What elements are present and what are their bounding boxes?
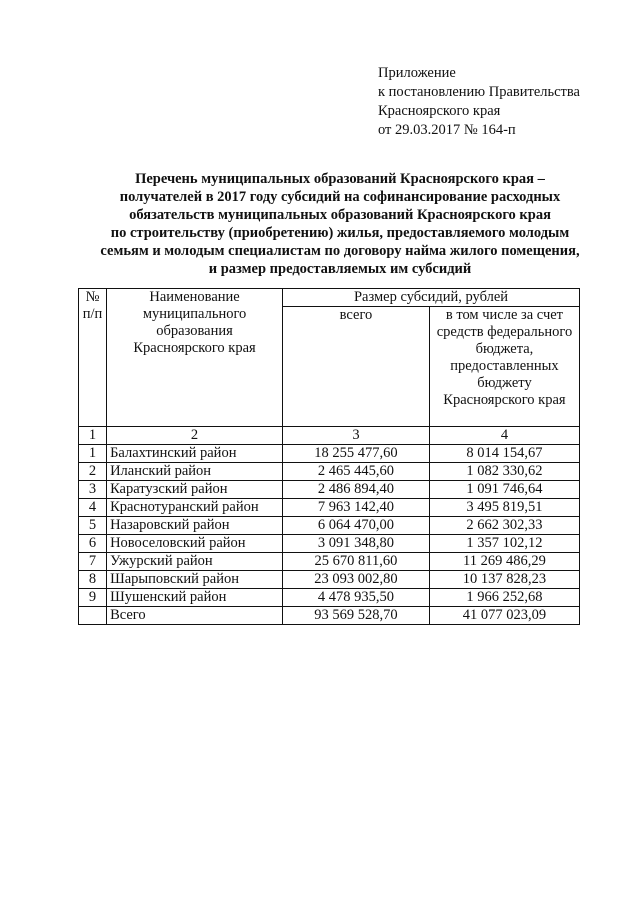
row-total: 23 093 002,80 xyxy=(283,571,430,589)
table-header-row xyxy=(79,289,580,307)
row-name: Назаровский район xyxy=(107,517,283,535)
header-federal: в том числе за счет средств федерального бюджета, предоставленных бюджету Красноярского края xyxy=(429,307,579,427)
column-number: 1 xyxy=(79,427,107,445)
row-num: 4 xyxy=(79,499,107,517)
row-name: Шарыповский район xyxy=(107,571,283,589)
appendix-line: к постановлению Правительства xyxy=(378,84,580,100)
row-federal: 10 137 828,23 xyxy=(429,571,579,589)
column-number: 2 xyxy=(107,427,283,445)
row-num: 6 xyxy=(79,535,107,553)
title-line: Перечень муниципальных образований Красноярского края – xyxy=(135,171,545,187)
row-num: 5 xyxy=(79,517,107,535)
row-num: 1 xyxy=(79,445,107,463)
table-row xyxy=(79,589,580,607)
title-line: обязательств муниципальных образований Красноярского края xyxy=(129,207,551,223)
row-federal: 1 082 330,62 xyxy=(429,463,579,481)
row-federal: 8 014 154,67 xyxy=(429,445,579,463)
row-total: 18 255 477,60 xyxy=(283,445,430,463)
row-federal: 11 269 486,29 xyxy=(429,553,579,571)
row-total: 4 478 935,50 xyxy=(283,589,430,607)
table-row xyxy=(79,463,580,481)
table-row xyxy=(79,571,580,589)
header-name: Наименование муниципального образования Красноярского края xyxy=(107,289,283,427)
total-federal: 41 077 023,09 xyxy=(429,607,579,625)
table-row xyxy=(79,445,580,463)
row-name: Новоселовский район xyxy=(107,535,283,553)
row-federal: 1 966 252,68 xyxy=(429,589,579,607)
row-num: 7 xyxy=(79,553,107,571)
header-size: Размер субсидий, рублей xyxy=(283,289,580,307)
row-total: 2 486 894,40 xyxy=(283,481,430,499)
appendix-header xyxy=(378,64,580,140)
row-num: 2 xyxy=(79,463,107,481)
total-sum: 93 569 528,70 xyxy=(283,607,430,625)
row-total: 7 963 142,40 xyxy=(283,499,430,517)
row-name: Краснотуранский район xyxy=(107,499,283,517)
header-num: № п/п xyxy=(79,289,107,427)
row-federal: 2 662 302,33 xyxy=(429,517,579,535)
table-row xyxy=(79,535,580,553)
table-total-row xyxy=(79,607,580,625)
column-number-row xyxy=(79,427,580,445)
title-line: и размер предоставляемых им субсидий xyxy=(208,261,472,277)
title-line: семьям и молодым специалистам по договору найма жилого помещения, xyxy=(100,243,580,259)
row-name: Шушенский район xyxy=(107,589,283,607)
appendix-line: Красноярского края xyxy=(378,103,501,119)
header-total: всего xyxy=(283,307,430,427)
row-num: 3 xyxy=(79,481,107,499)
total-num-cell xyxy=(79,607,107,625)
subsidies-table xyxy=(78,288,580,625)
table-row xyxy=(79,499,580,517)
table-row xyxy=(79,481,580,499)
row-num: 9 xyxy=(79,589,107,607)
document-title xyxy=(70,170,610,278)
appendix-line: от 29.03.2017 № 164-п xyxy=(378,122,516,138)
row-total: 2 465 445,60 xyxy=(283,463,430,481)
row-num: 8 xyxy=(79,571,107,589)
row-federal: 3 495 819,51 xyxy=(429,499,579,517)
row-name: Иланский район xyxy=(107,463,283,481)
row-federal: 1 357 102,12 xyxy=(429,535,579,553)
column-number: 3 xyxy=(283,427,430,445)
row-name: Каратузский район xyxy=(107,481,283,499)
row-total: 25 670 811,60 xyxy=(283,553,430,571)
row-total: 3 091 348,80 xyxy=(283,535,430,553)
title-line: получателей в 2017 году субсидий на софинансирование расходных xyxy=(119,189,561,205)
total-label: Всего xyxy=(107,607,283,625)
table-row xyxy=(79,517,580,535)
row-name: Ужурский район xyxy=(107,553,283,571)
appendix-line: Приложение xyxy=(378,65,456,81)
column-number: 4 xyxy=(429,427,579,445)
table-row xyxy=(79,553,580,571)
row-total: 6 064 470,00 xyxy=(283,517,430,535)
row-federal: 1 091 746,64 xyxy=(429,481,579,499)
row-name: Балахтинский район xyxy=(107,445,283,463)
title-line: по строительству (приобретению) жилья, предоставляемого молодым xyxy=(110,225,570,241)
